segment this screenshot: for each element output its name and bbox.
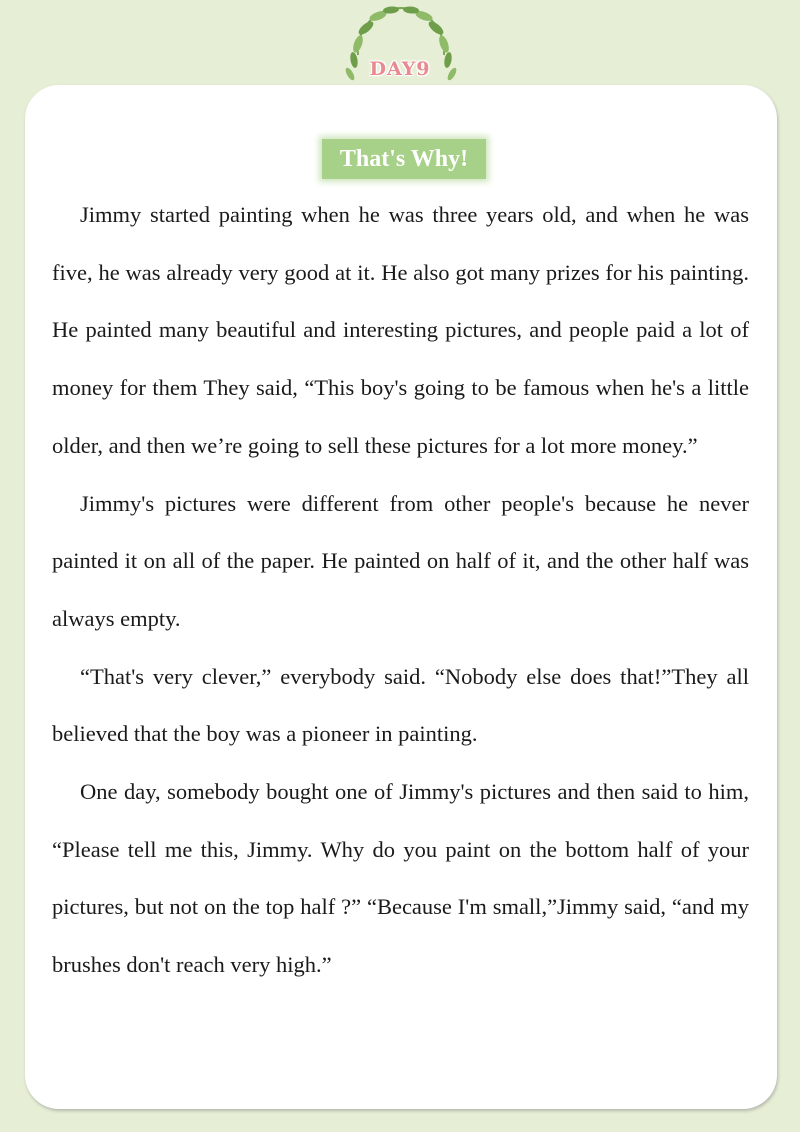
- title-banner: [322, 139, 486, 179]
- story-paragraph: “That's very clever,” everybody said. “Nobody else does that!”They all believed that the boy was a pioneer in painting.: [52, 663, 749, 747]
- story-paragraph: Jimmy started painting when he was three years old, and when he was five, he was already very good at it. He also got many prizes for his painting. He painted many beautiful and interesting pictures, and people paid a lot of money for them They said, “This boy's going to be famous when he's a little older, and then we’re going to sell these pictures for a lot more money.”: [52, 202, 749, 458]
- story-text: [52, 186, 749, 994]
- day-label: DAY9: [369, 58, 431, 80]
- page-title: That's Why!: [339, 145, 469, 172]
- story-paragraph: One day, somebody bought one of Jimmy's pictures and then said to him, “Please tell me this, Jimmy. Why do you paint on the bottom half of your pictures, but not on the top half ?” “Because I'm small,”Jimmy said, “and my brushes don't reach very high.”: [52, 779, 749, 978]
- story-paragraph: Jimmy's pictures were different from other people's because he never painted it on all of the paper. He painted on half of it, and the other half was always empty.: [52, 490, 749, 631]
